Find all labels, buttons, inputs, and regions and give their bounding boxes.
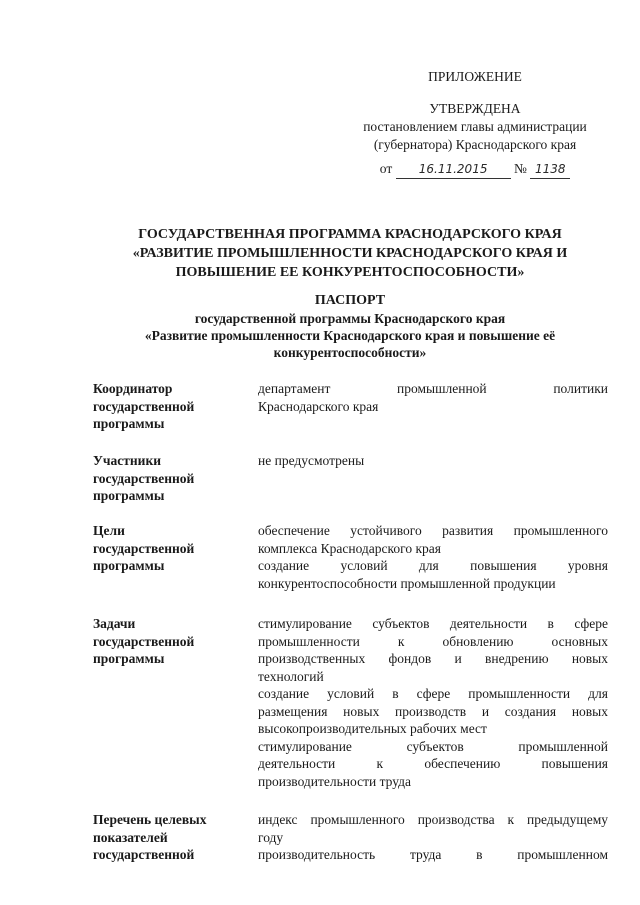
row-coordinator <box>93 380 608 452</box>
label-line: программы <box>93 558 165 573</box>
program-title <box>95 225 605 282</box>
content-line: производственных фондов и внедрению новых <box>258 651 608 666</box>
content-line: производительность труда в промышленном <box>258 847 608 862</box>
row-label <box>93 522 253 615</box>
passport-heading: ПАСПОРТ <box>314 293 386 308</box>
label-line: государственной <box>93 540 195 556</box>
content-line: деятельности к обеспечению повышения <box>258 756 608 771</box>
title-line-1: ГОСУДАРСТВЕННАЯ ПРОГРАММА КРАСНОДАРСКОГО КРАЯ <box>138 227 562 242</box>
approval-line-1: постановлением главы администрации <box>363 119 587 134</box>
row-label <box>93 452 253 522</box>
row-indicators <box>93 811 608 864</box>
passport-table <box>93 380 608 864</box>
passport-line-1: государственной программы Краснодарского края <box>194 311 506 326</box>
label-line: государственной <box>93 398 195 414</box>
row-content <box>258 452 608 522</box>
row-participants <box>93 452 608 522</box>
content-line: не предусмотрены <box>258 453 365 468</box>
passport-line-3: конкурентоспособности» <box>273 345 427 360</box>
content-line: высокопроизводительных рабочих мест <box>258 721 487 736</box>
handwritten-date: 16.11.2015 <box>396 160 511 179</box>
label-line: Цели <box>93 523 125 538</box>
handwritten-number: 1138 <box>530 160 570 179</box>
row-goals <box>93 522 608 615</box>
row-content <box>258 615 608 811</box>
approved-label: УТВЕРЖДЕНА <box>429 101 521 116</box>
title-line-3: ПОВЫШЕНИЕ ЕЕ КОНКУРЕНТОСПОСОБНОСТИ» <box>175 265 525 280</box>
number-prefix: № <box>513 161 527 176</box>
passport-line-2: «Развитие промышленности Краснодарского края и повышение её <box>144 328 556 343</box>
approval-block <box>330 68 620 179</box>
content-line: обеспечение устойчивого развития промышленного <box>258 523 608 538</box>
row-label <box>93 615 253 811</box>
label-line: показателей <box>93 829 168 845</box>
row-label <box>93 811 253 864</box>
label-line: программы <box>93 488 165 503</box>
content-line: стимулирование субъектов промышленной <box>258 738 608 754</box>
label-line: Перечень целевых <box>93 812 207 827</box>
label-line: Координатор <box>93 381 173 396</box>
content-line: создание условий в сфере промышленности для <box>258 686 608 701</box>
content-line: стимулирование субъектов деятельности в сфере <box>258 616 608 631</box>
content-line: размещения новых производств и создания новых <box>258 703 608 719</box>
row-tasks <box>93 615 608 811</box>
approval-line-2: (губернатора) Краснодарского края <box>373 137 577 152</box>
date-number-line <box>330 160 620 179</box>
label-line: государственной <box>93 847 195 862</box>
content-line: промышленности к обновлению основных <box>258 633 608 649</box>
content-line: департамент промышленной политики <box>258 381 608 396</box>
content-line: индекс промышленного производства к предыдущему <box>258 812 608 827</box>
title-line-2: «РАЗВИТИЕ ПРОМЫШЛЕННОСТИ КРАСНОДАРСКОГО КРАЯ И <box>132 246 568 261</box>
label-line: Задачи <box>93 616 136 631</box>
date-prefix: от <box>379 161 393 176</box>
row-content <box>258 811 608 864</box>
label-line: государственной <box>93 470 195 486</box>
row-content <box>258 380 608 452</box>
label-line: программы <box>93 651 165 666</box>
content-line: Краснодарского края <box>258 398 379 414</box>
label-line: Участники <box>93 453 162 468</box>
content-line: создание условий для повышения уровня <box>258 558 608 573</box>
label-line: государственной <box>93 633 195 649</box>
row-label <box>93 380 253 452</box>
content-line: конкурентоспособности промышленной продукции <box>258 575 556 591</box>
label-line: программы <box>93 416 165 431</box>
appendix-label: ПРИЛОЖЕНИЕ <box>428 69 522 84</box>
content-line: году <box>258 829 284 845</box>
passport-heading-block <box>95 292 605 361</box>
content-line: комплекса Краснодарского края <box>258 540 441 556</box>
row-content <box>258 522 608 615</box>
content-line: производительности труда <box>258 773 412 789</box>
content-line: технологий <box>258 668 324 684</box>
